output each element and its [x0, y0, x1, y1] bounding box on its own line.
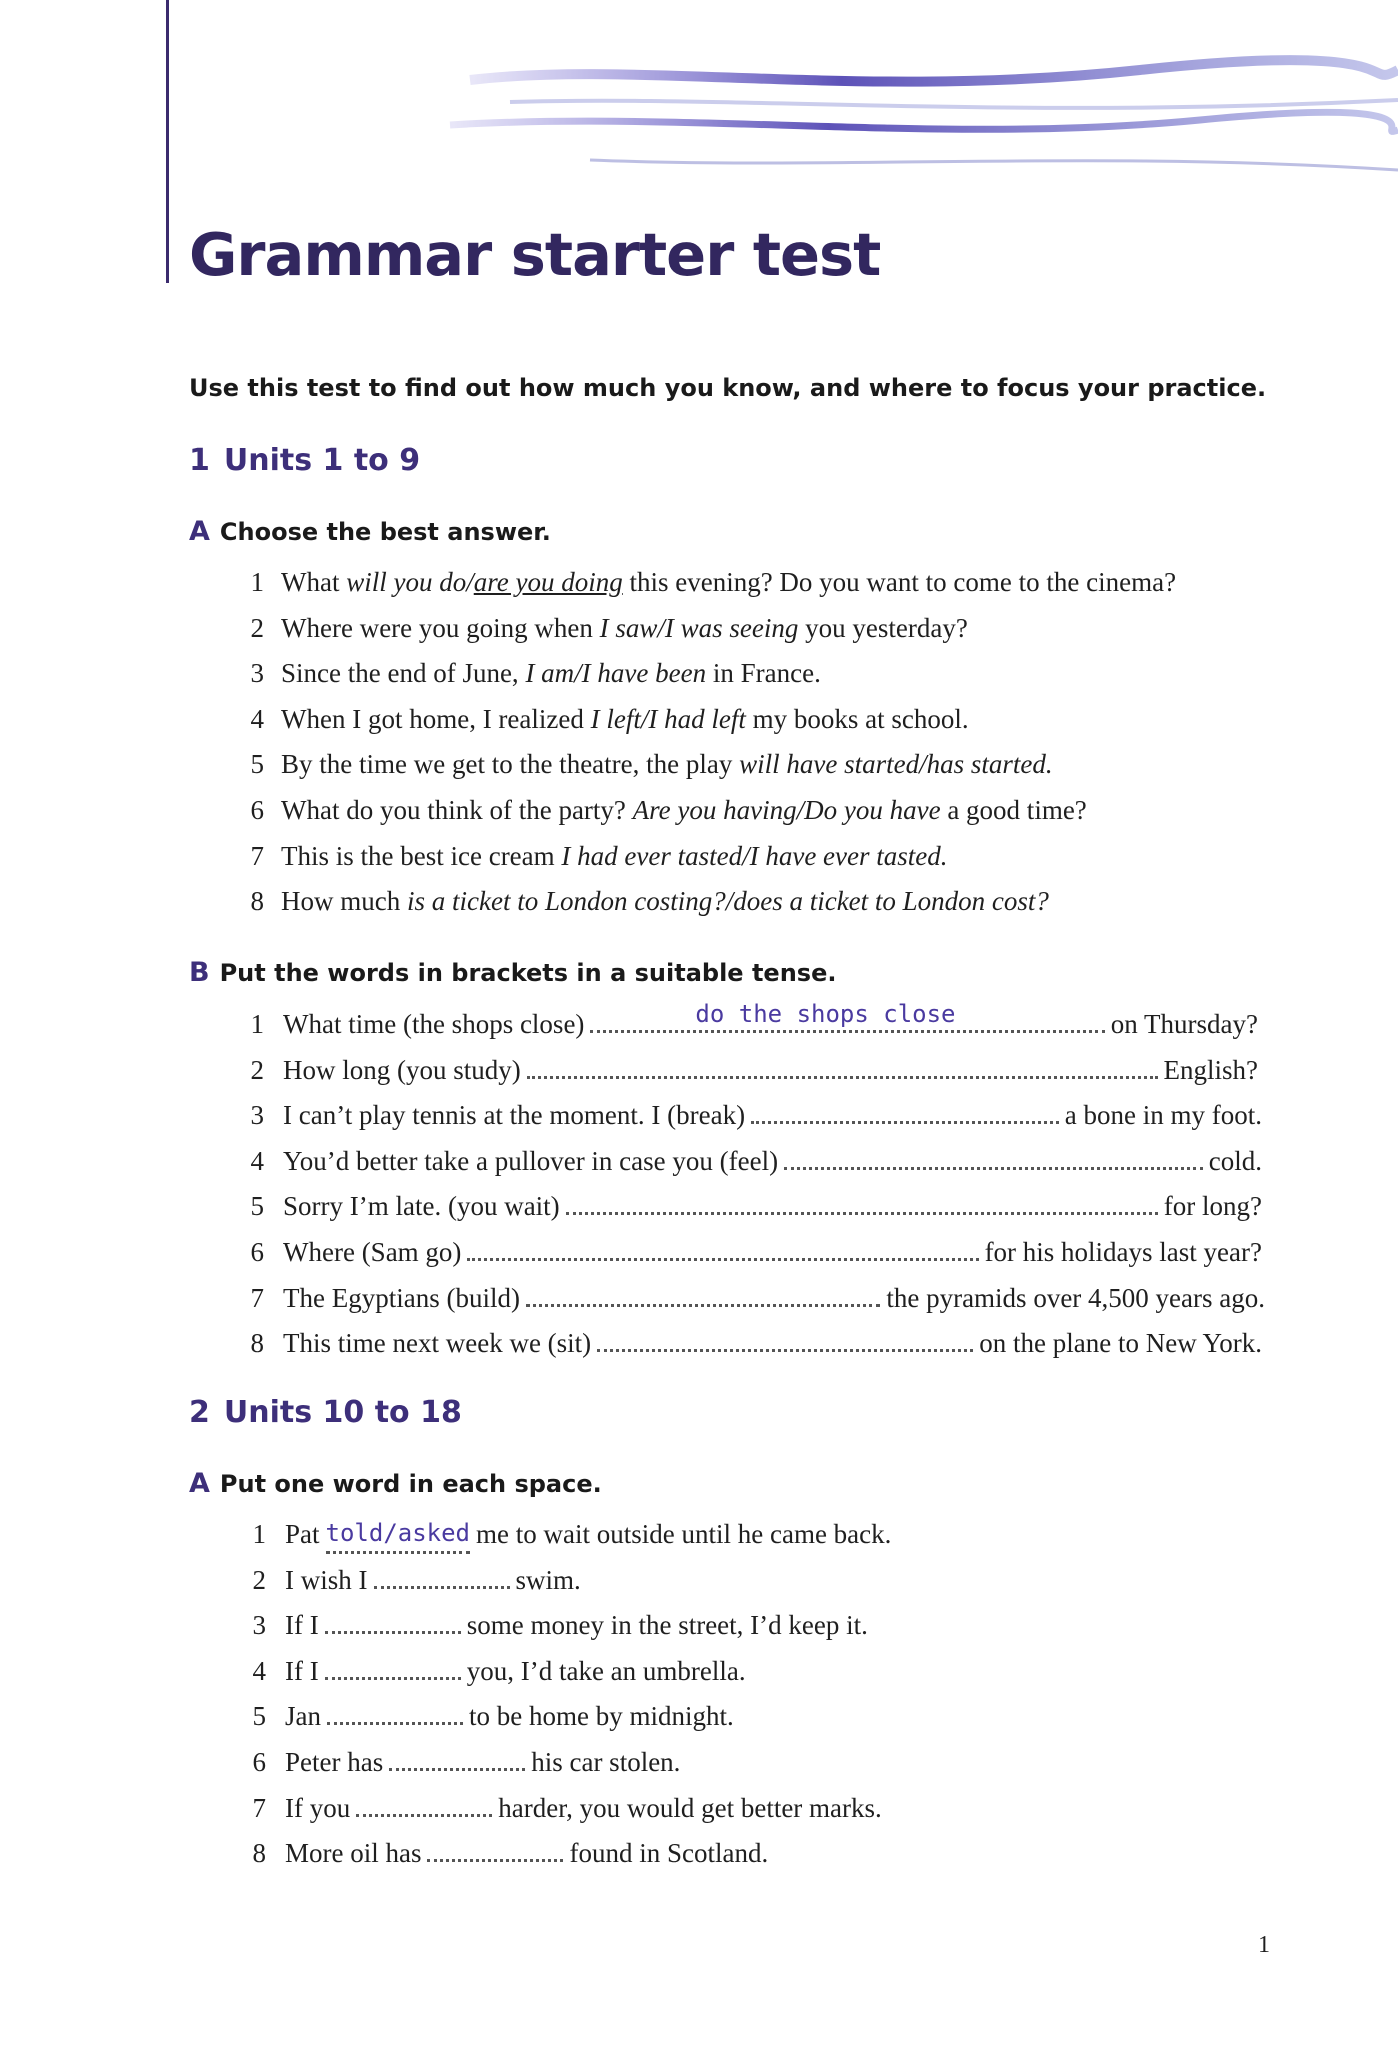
- prompt-text: I can’t play tennis at the moment. I (break): [283, 1100, 746, 1131]
- answer-blank[interactable]: [427, 1839, 563, 1862]
- prompt-text-end: on the plane to New York.: [979, 1328, 1262, 1359]
- question-text: [285, 1792, 882, 1824]
- question-number: 7: [250, 840, 264, 871]
- question-text: [285, 1655, 746, 1687]
- prompt-text-end: some money in the street, I’d keep it.: [466, 1610, 868, 1641]
- intro-text: Use this test to find out how much you know, and where to focus your practice.: [189, 374, 1267, 402]
- question-text-start: By the time we get to the theatre, the play: [281, 749, 740, 780]
- answer-blank[interactable]: [784, 1145, 1203, 1170]
- question-number: 6: [250, 795, 264, 825]
- prompt-text: The Egyptians (build): [283, 1282, 520, 1313]
- answer-blank[interactable]: [389, 1748, 525, 1771]
- question-number: 1: [252, 1519, 266, 1549]
- answer-blank[interactable]: [590, 1000, 1104, 1033]
- answer-blank[interactable]: [527, 1054, 1158, 1079]
- question-number: 7: [252, 1792, 266, 1823]
- question-text-end: this evening? Do you want to come to the cinema?: [622, 567, 1177, 597]
- answer-option-2[interactable]: [474, 567, 623, 597]
- prompt-text: More oil has: [285, 1838, 422, 1869]
- answer-option-1[interactable]: will you do/: [346, 567, 474, 597]
- question-number: 4: [250, 703, 264, 734]
- question-number: 6: [250, 1237, 264, 1267]
- question-text-start: What do you think of the party?: [281, 795, 633, 825]
- answer-options[interactable]: I saw/I was seeing: [599, 612, 799, 643]
- answer-options[interactable]: will have started/has started.: [739, 749, 1053, 780]
- prompt-text-end: on Thursday?: [1110, 1009, 1258, 1039]
- prompt-text: Where (Sam go): [283, 1237, 462, 1267]
- question-text: [283, 1327, 1262, 1359]
- question-text: [285, 1518, 891, 1554]
- prompt-text-end: me to wait outside until he came back.: [476, 1519, 892, 1549]
- prompt-text-end: found in Scotland.: [569, 1838, 769, 1869]
- prompt-text-end: English?: [1163, 1054, 1258, 1085]
- question-number: 2: [252, 1564, 266, 1595]
- question-text: [281, 794, 1087, 826]
- answer-blank[interactable]: [751, 1099, 1059, 1124]
- prompt-text: This time next week we (sit): [283, 1328, 592, 1359]
- question-number: 4: [250, 1145, 264, 1176]
- part-letter: A: [189, 1468, 210, 1499]
- prompt-text: Pat: [285, 1519, 320, 1549]
- question-text: [285, 1609, 868, 1641]
- section-number: 2: [189, 1395, 210, 1430]
- section-number: 1: [189, 443, 210, 478]
- question-number: 5: [250, 1191, 264, 1222]
- question-text-start: Since the end of June,: [281, 658, 526, 689]
- prompt-text-end: swim.: [515, 1564, 581, 1595]
- prompt-text-end: for long?: [1163, 1191, 1262, 1222]
- section-2a-heading: [189, 1468, 602, 1499]
- answer-options[interactable]: is a ticket to London costing?/does a ticket to London cost?: [406, 886, 1049, 917]
- prompt-text: If I: [285, 1655, 319, 1686]
- answer-options[interactable]: Are you having/Do you have: [632, 795, 941, 825]
- section-1a-heading: [189, 516, 551, 547]
- answer-options[interactable]: I had ever tasted/I have ever tasted.: [561, 840, 948, 871]
- question-text: [281, 703, 969, 735]
- question-text: [283, 1190, 1262, 1222]
- answer-blank[interactable]: [374, 1566, 510, 1589]
- question-text: [281, 566, 1176, 598]
- question-text-end: in France.: [706, 658, 821, 689]
- prompt-text: Jan: [285, 1701, 321, 1732]
- question-text: [283, 1236, 1262, 1268]
- part-letter: B: [189, 957, 210, 988]
- prompt-text-end: you, I’d take an umbrella.: [466, 1655, 746, 1686]
- question-text-end: you yesterday?: [798, 612, 968, 643]
- question-text: [285, 1746, 680, 1778]
- prompt-text: What time (the shops close): [283, 1009, 585, 1039]
- section-2-heading: [189, 1395, 462, 1430]
- answer-blank[interactable]: [566, 1190, 1158, 1215]
- question-text: [281, 657, 821, 689]
- question-text: [281, 748, 1053, 780]
- prompt-text: I wish I: [285, 1564, 368, 1595]
- question-text: [281, 885, 1049, 917]
- question-text: [285, 1837, 768, 1869]
- question-text-start: This is the best ice cream: [281, 840, 562, 871]
- prompt-text-end: harder, you would get better marks.: [498, 1792, 882, 1823]
- question-text-end: a good time?: [940, 795, 1087, 825]
- section-title: Units 1 to 9: [223, 443, 421, 478]
- question-text-start: Where were you going when: [281, 612, 600, 643]
- page-number: 1: [1258, 1932, 1270, 1958]
- answer-blank[interactable]: [326, 1518, 471, 1554]
- question-text: [283, 1145, 1262, 1177]
- prompt-text: You’d better take a pullover in case you (feel): [283, 1145, 779, 1176]
- question-text: [285, 1564, 581, 1596]
- prompt-text: If you: [285, 1792, 351, 1823]
- question-text: [283, 1054, 1258, 1086]
- question-text-end: my books at school.: [745, 703, 969, 734]
- prompt-text-end: for his holidays last year?: [984, 1237, 1262, 1267]
- handwritten-answer: do the shops close: [695, 1000, 956, 1028]
- answer-blank[interactable]: [356, 1794, 492, 1817]
- question-number: 3: [252, 1610, 266, 1641]
- question-text-start: How much: [281, 886, 407, 917]
- question-text: [281, 612, 968, 644]
- question-text: [283, 1282, 1265, 1314]
- section-1-heading: [189, 443, 420, 478]
- prompt-text-end: his car stolen.: [531, 1747, 681, 1777]
- question-number: 5: [252, 1701, 266, 1732]
- answer-blank[interactable]: [325, 1657, 461, 1680]
- prompt-text: Sorry I’m late. (you wait): [283, 1191, 560, 1222]
- answer-options[interactable]: I am/I have been: [525, 658, 707, 689]
- prompt-text-end: to be home by midnight.: [469, 1701, 734, 1732]
- part-letter: A: [189, 516, 210, 547]
- answer-blank[interactable]: [597, 1327, 973, 1352]
- question-number: 2: [250, 1054, 264, 1085]
- question-number: 1: [250, 567, 264, 597]
- prompt-text-end: a bone in my foot.: [1064, 1100, 1262, 1131]
- question-number: 1: [250, 1009, 264, 1039]
- answer-blank[interactable]: [327, 1702, 463, 1725]
- part-instruction: Choose the best answer.: [219, 518, 551, 546]
- selected-answer: are you doing: [473, 567, 623, 597]
- question-number: 5: [250, 749, 264, 780]
- prompt-text: Peter has: [285, 1747, 384, 1777]
- answer-options[interactable]: I left/I had left: [590, 703, 746, 734]
- answer-blank[interactable]: [526, 1282, 880, 1307]
- margin-rule: [166, 0, 169, 283]
- question-number: 7: [250, 1282, 264, 1313]
- question-number: 8: [252, 1838, 266, 1869]
- question-text: [283, 1000, 1258, 1040]
- question-text: [283, 1099, 1262, 1131]
- question-number: 4: [252, 1655, 266, 1686]
- question-number: 8: [250, 886, 264, 917]
- prompt-text: How long (you study): [283, 1054, 521, 1085]
- question-text-start: When I got home, I realized: [281, 703, 591, 734]
- section-1b-heading: [189, 957, 836, 988]
- prompt-text-end: the pyramids over 4,500 years ago.: [886, 1282, 1265, 1313]
- answer-blank[interactable]: [467, 1236, 978, 1261]
- prompt-text: If I: [285, 1610, 319, 1641]
- question-text: [285, 1700, 734, 1732]
- question-text-start: What: [281, 567, 347, 597]
- section-title: Units 10 to 18: [223, 1395, 462, 1430]
- header-swoosh-graphic: [440, 50, 1398, 200]
- question-number: 3: [250, 658, 264, 689]
- prompt-text-end: cold.: [1208, 1145, 1262, 1176]
- question-text: [281, 840, 948, 872]
- part-instruction: Put the words in brackets in a suitable tense.: [219, 959, 837, 987]
- handwritten-answer: told/asked: [325, 1519, 471, 1547]
- page-title: Grammar starter test: [189, 220, 881, 289]
- question-number: 2: [250, 612, 264, 643]
- part-instruction: Put one word in each space.: [219, 1470, 602, 1498]
- answer-blank[interactable]: [325, 1611, 461, 1634]
- question-number: 6: [252, 1747, 266, 1777]
- question-number: 3: [250, 1100, 264, 1131]
- question-number: 8: [250, 1328, 264, 1359]
